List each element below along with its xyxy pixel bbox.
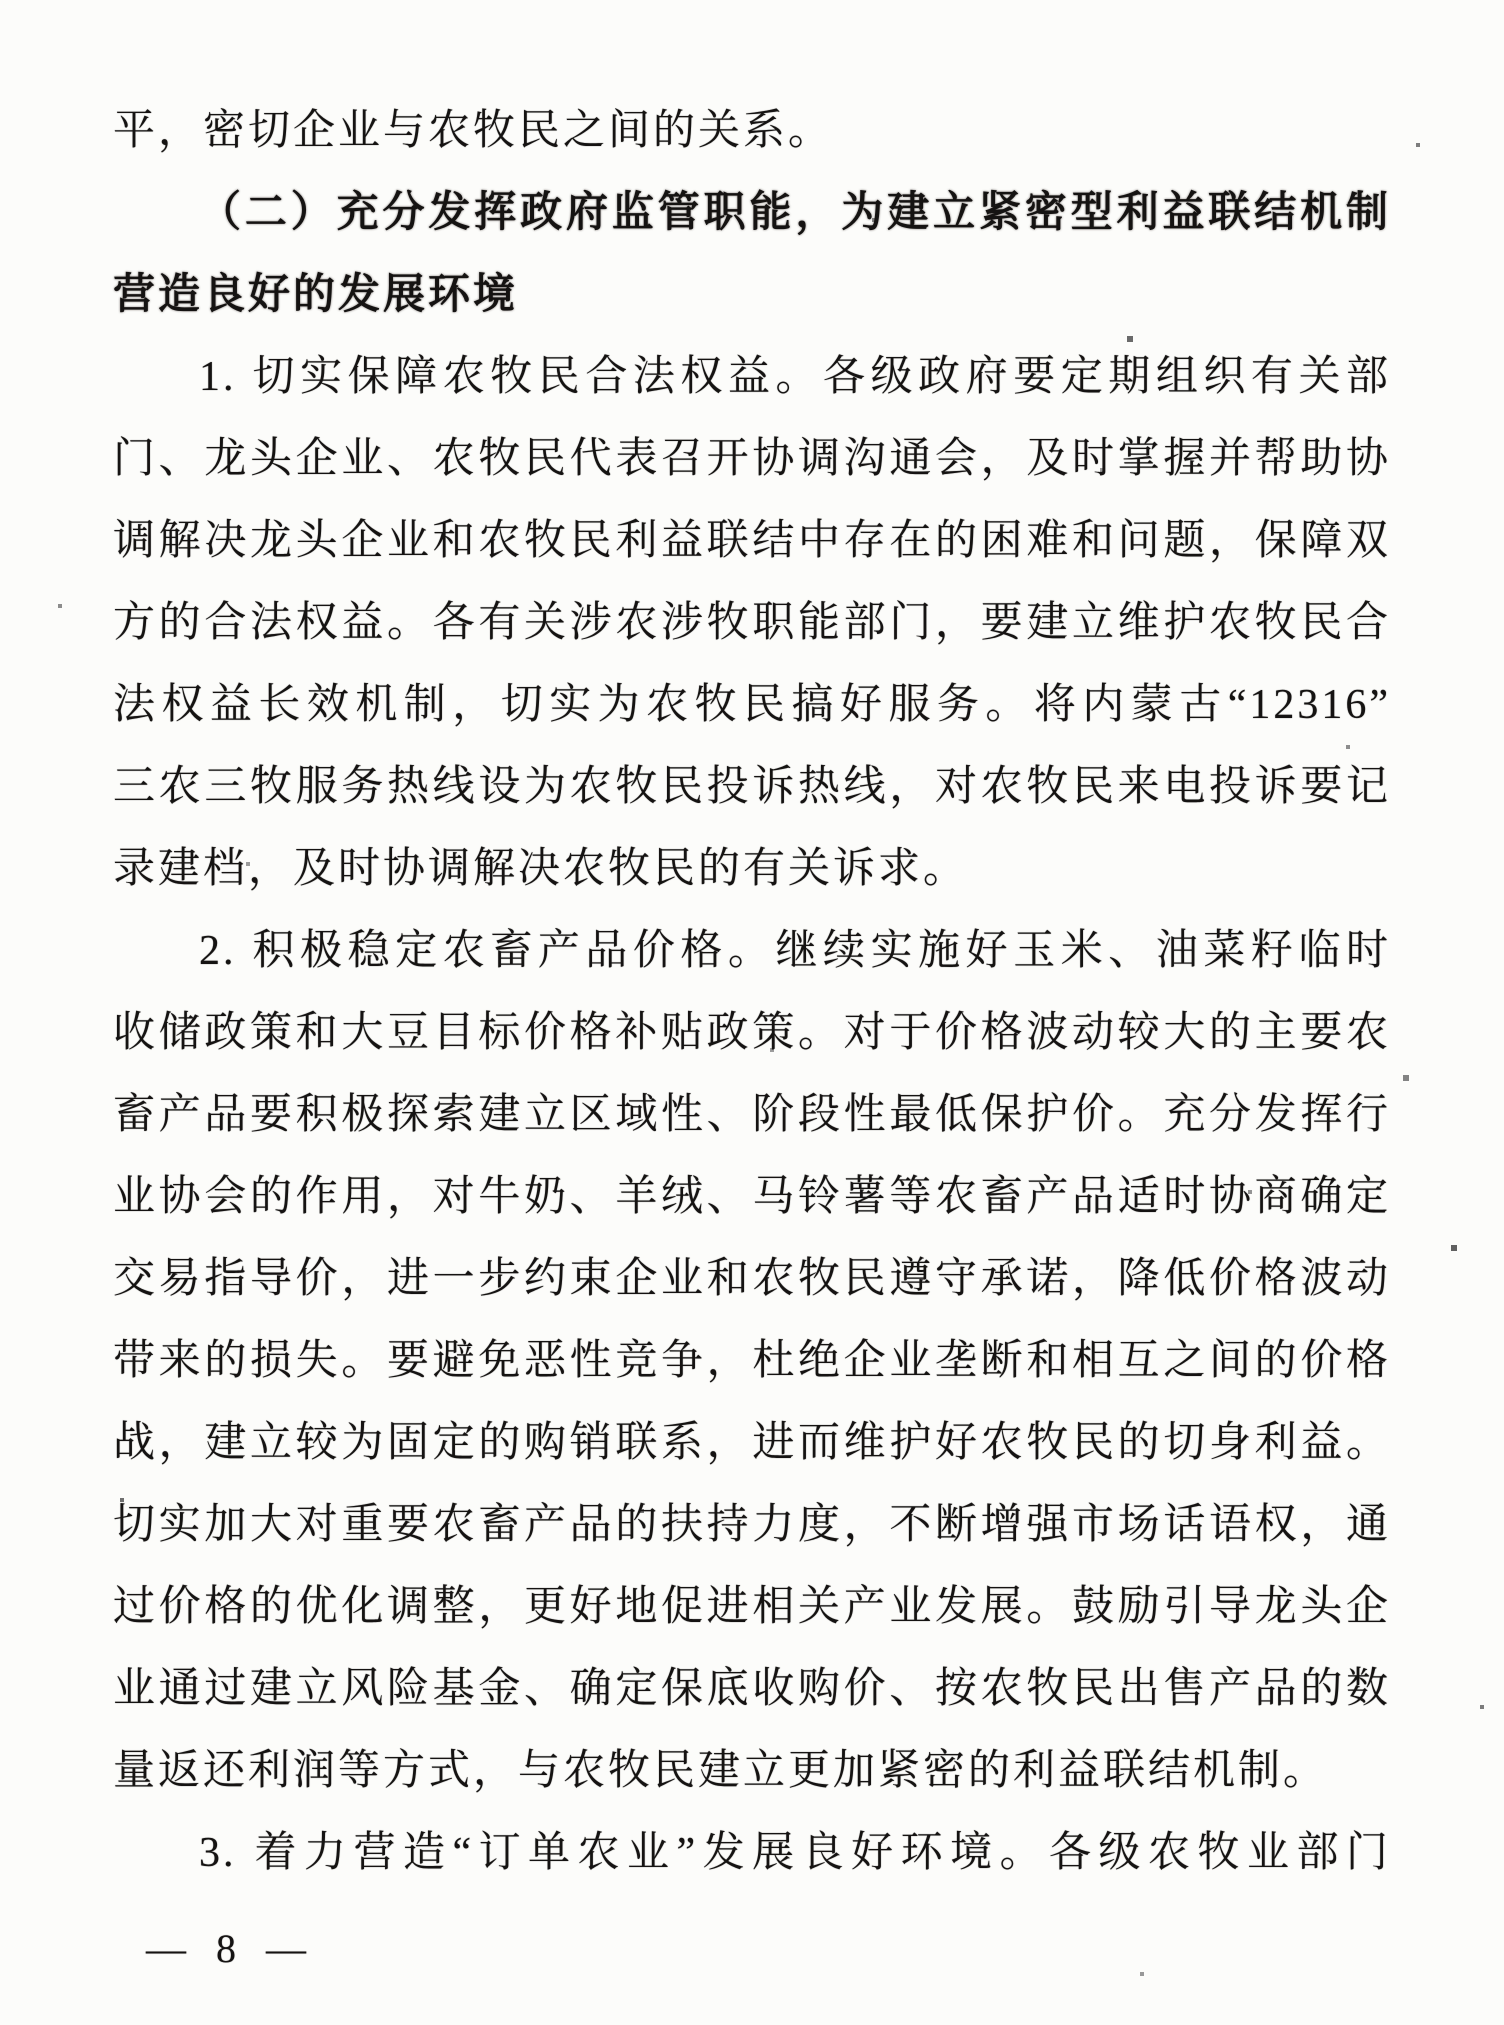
body-text-line: 1. 切实保障农牧民合法权益。各级政府要定期组织有关部 bbox=[199, 354, 1391, 400]
body-text-line: 调解决龙头企业和农牧民利益联结中存在的困难和问题，保障双 bbox=[113, 518, 1391, 564]
document-text-column bbox=[113, 90, 1391, 1894]
body-text-line: 三农三牧服务热线设为农牧民投诉热线，对农牧民来电投诉要记 bbox=[113, 764, 1391, 810]
heading-line: （二）充分发挥政府监管职能，为建立紧密型利益联结机制 bbox=[199, 190, 1391, 236]
body-text-line: 方的合法权益。各有关涉农涉牧职能部门，要建立维护农牧民合 bbox=[113, 600, 1391, 646]
body-text-line: 带来的损失。要避免恶性竞争，杜绝企业垄断和相互之间的价格 bbox=[113, 1338, 1391, 1384]
heading-line: 营造良好的发展环境 bbox=[113, 272, 519, 318]
body-text-line: 战，建立较为固定的购销联系，进而维护好农牧民的切身利益。 bbox=[113, 1420, 1391, 1466]
body-text-line: 交易指导价，进一步约束企业和农牧民遵守承诺，降低价格波动 bbox=[113, 1256, 1391, 1302]
body-text-line: 门、龙头企业、农牧民代表召开协调沟通会，及时掌握并帮助协 bbox=[113, 436, 1391, 482]
body-text-line: 3. 着力营造“订单农业”发展良好环境。各级农牧业部门 bbox=[199, 1830, 1391, 1876]
body-text-line: 切实加大对重要农畜产品的扶持力度，不断增强市场话语权，通 bbox=[113, 1502, 1391, 1548]
body-text-line: 业通过建立风险基金、确定保底收购价、按农牧民出售产品的数 bbox=[113, 1666, 1391, 1712]
body-text-line: 录建档，及时协调解决农牧民的有关诉求。 bbox=[113, 846, 969, 892]
body-text-line: 平，密切企业与农牧民之间的关系。 bbox=[113, 108, 834, 154]
body-text-line: 过价格的优化调整，更好地促进相关产业发展。鼓励引导龙头企 bbox=[113, 1584, 1391, 1630]
scan-noise-specks bbox=[0, 0, 4, 4]
body-text-line: 业协会的作用，对牛奶、羊绒、马铃薯等农畜产品适时协商确定 bbox=[113, 1174, 1391, 1220]
body-text-line: 法权益长效机制，切实为农牧民搞好服务。将内蒙古“12316” bbox=[113, 682, 1391, 728]
body-text-line: 畜产品要积极探索建立区域性、阶段性最低保护价。充分发挥行 bbox=[113, 1092, 1391, 1138]
body-text-line: 2. 积极稳定农畜产品价格。继续实施好玉米、油菜籽临时 bbox=[199, 928, 1391, 974]
body-text-line: 量返还利润等方式，与农牧民建立更加紧密的利益联结机制。 bbox=[113, 1748, 1329, 1794]
page-number: — 8 — bbox=[146, 1926, 316, 1971]
body-text-line: 收储政策和大豆目标价格补贴政策。对于价格波动较大的主要农 bbox=[113, 1010, 1391, 1056]
